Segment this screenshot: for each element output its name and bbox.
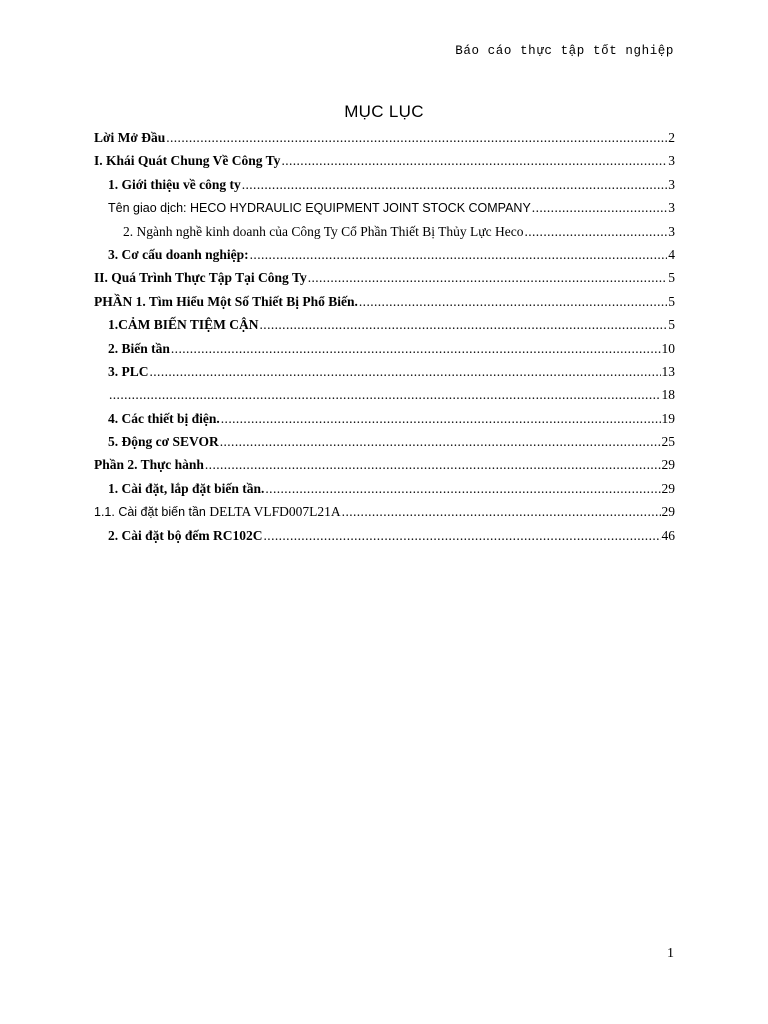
toc-leader-dots [220,430,661,453]
toc-entry-label: Lời Mở Đầu [94,130,166,145]
toc-entry-label: 1. Cài đặt, lắp đặt biến tần. [108,480,265,496]
toc-leader-dots [242,173,668,196]
toc-entry-label: 2. Biến tần [108,340,170,356]
toc-entry-page: 4 [668,246,675,262]
toc-entry-label: Phần 2. Thực hành [94,457,204,473]
toc-entry-page: 3 [668,223,675,239]
toc-title: MỤC LỤC [344,102,424,121]
toc-entry[interactable] [94,453,675,476]
running-header: Báo cáo thực tập tốt nghiệp [455,44,674,58]
toc-entry[interactable] [94,407,675,430]
toc-entry-page: 25 [661,434,675,450]
toc-leader-dots [250,243,668,266]
toc-leader-dots [171,337,661,360]
toc-entry-label-prefix: Tên giao dịch: [108,201,190,216]
toc-leader-dots [265,477,660,500]
toc-entry[interactable] [94,524,675,547]
toc-entry-label: 3. Cơ cấu doanh nghiệp: [108,246,249,262]
toc-leader-dots [109,383,661,406]
toc-entry-label: PHẦN 1. Tìm Hiểu Một Số Thiết Bị Phổ Biến. [94,293,358,309]
toc-entry-page: 19 [661,410,675,426]
toc-entry-page: 18 [661,387,675,403]
page-number: 1 [667,946,674,961]
toc-leader-dots [221,407,661,430]
toc-entry[interactable] [94,313,675,336]
toc-entry-page: 13 [661,363,675,379]
toc-leader-dots [524,220,667,243]
toc-entry-label: 1. Giới thiệu về công ty [108,176,241,192]
table-of-contents [94,126,675,547]
toc-entry-label: I. Khái Quát Chung Về Công Ty [94,153,281,169]
toc-leader-dots [532,196,667,219]
toc-leader-dots [260,313,668,336]
toc-entry-page: 5 [668,293,675,309]
toc-entry-page: 29 [661,504,675,520]
toc-entry-label-prefix: 1.1. Cài đặt biến tần [94,505,210,520]
toc-entry-page: 5 [668,317,675,333]
toc-entry[interactable] [94,149,675,172]
toc-leader-dots [359,290,667,313]
toc-leader-dots [281,149,667,172]
toc-entry-label [94,500,341,524]
toc-entry-page: 2 [668,130,675,145]
toc-entry-page: 46 [661,527,675,543]
toc-leader-dots [166,126,667,149]
toc-entry-page: 10 [661,340,675,356]
toc-entry[interactable] [94,243,675,266]
toc-entry-page: 3 [668,176,675,192]
toc-entry[interactable] [94,220,675,243]
toc-entry[interactable] [94,360,675,383]
toc-entry-label: 2. Ngành nghề kinh doanh của Công Ty Cổ Phần Thiết Bị Thủy Lực Heco [123,223,524,239]
toc-entry[interactable] [94,337,675,360]
toc-entry-label-main: HECO HYDRAULIC EQUIPMENT JOINT STOCK COMPANY [190,201,531,216]
toc-leader-dots [342,500,661,523]
toc-leader-dots [150,360,661,383]
toc-entry[interactable] [94,196,675,219]
toc-entry-label: II. Quá Trình Thực Tập Tại Công Ty [94,270,307,286]
toc-entry-label: 5. Động cơ SEVOR [108,434,219,450]
toc-entry-label: 1.CẢM BIẾN TIỆM CẬN [108,317,259,333]
toc-entry-label: 2. Cài đặt bộ đếm RC102C [108,527,263,543]
toc-entry-page: 3 [668,200,675,216]
toc-entry-label-main: DELTA VLFD007L21A [209,504,341,520]
toc-entry[interactable] [94,290,675,313]
toc-leader-dots [264,524,661,547]
toc-entry[interactable] [94,266,675,289]
toc-entry-page: 3 [668,153,675,169]
toc-entry[interactable] [94,126,675,149]
toc-entry-label [108,197,531,220]
toc-entry-label: 3. PLC [108,363,149,379]
toc-leader-dots [308,266,668,289]
toc-entry[interactable] [94,383,675,406]
toc-entry-page: 29 [661,480,675,496]
toc-entry[interactable] [94,173,675,196]
toc-entry-page: 29 [661,457,675,473]
toc-entry[interactable] [94,430,675,453]
toc-entry[interactable] [94,477,675,500]
toc-leader-dots [205,453,661,476]
toc-entry-page: 5 [668,270,675,286]
toc-entry-label: 4. Các thiết bị điện. [108,410,220,426]
toc-entry[interactable] [94,500,675,523]
